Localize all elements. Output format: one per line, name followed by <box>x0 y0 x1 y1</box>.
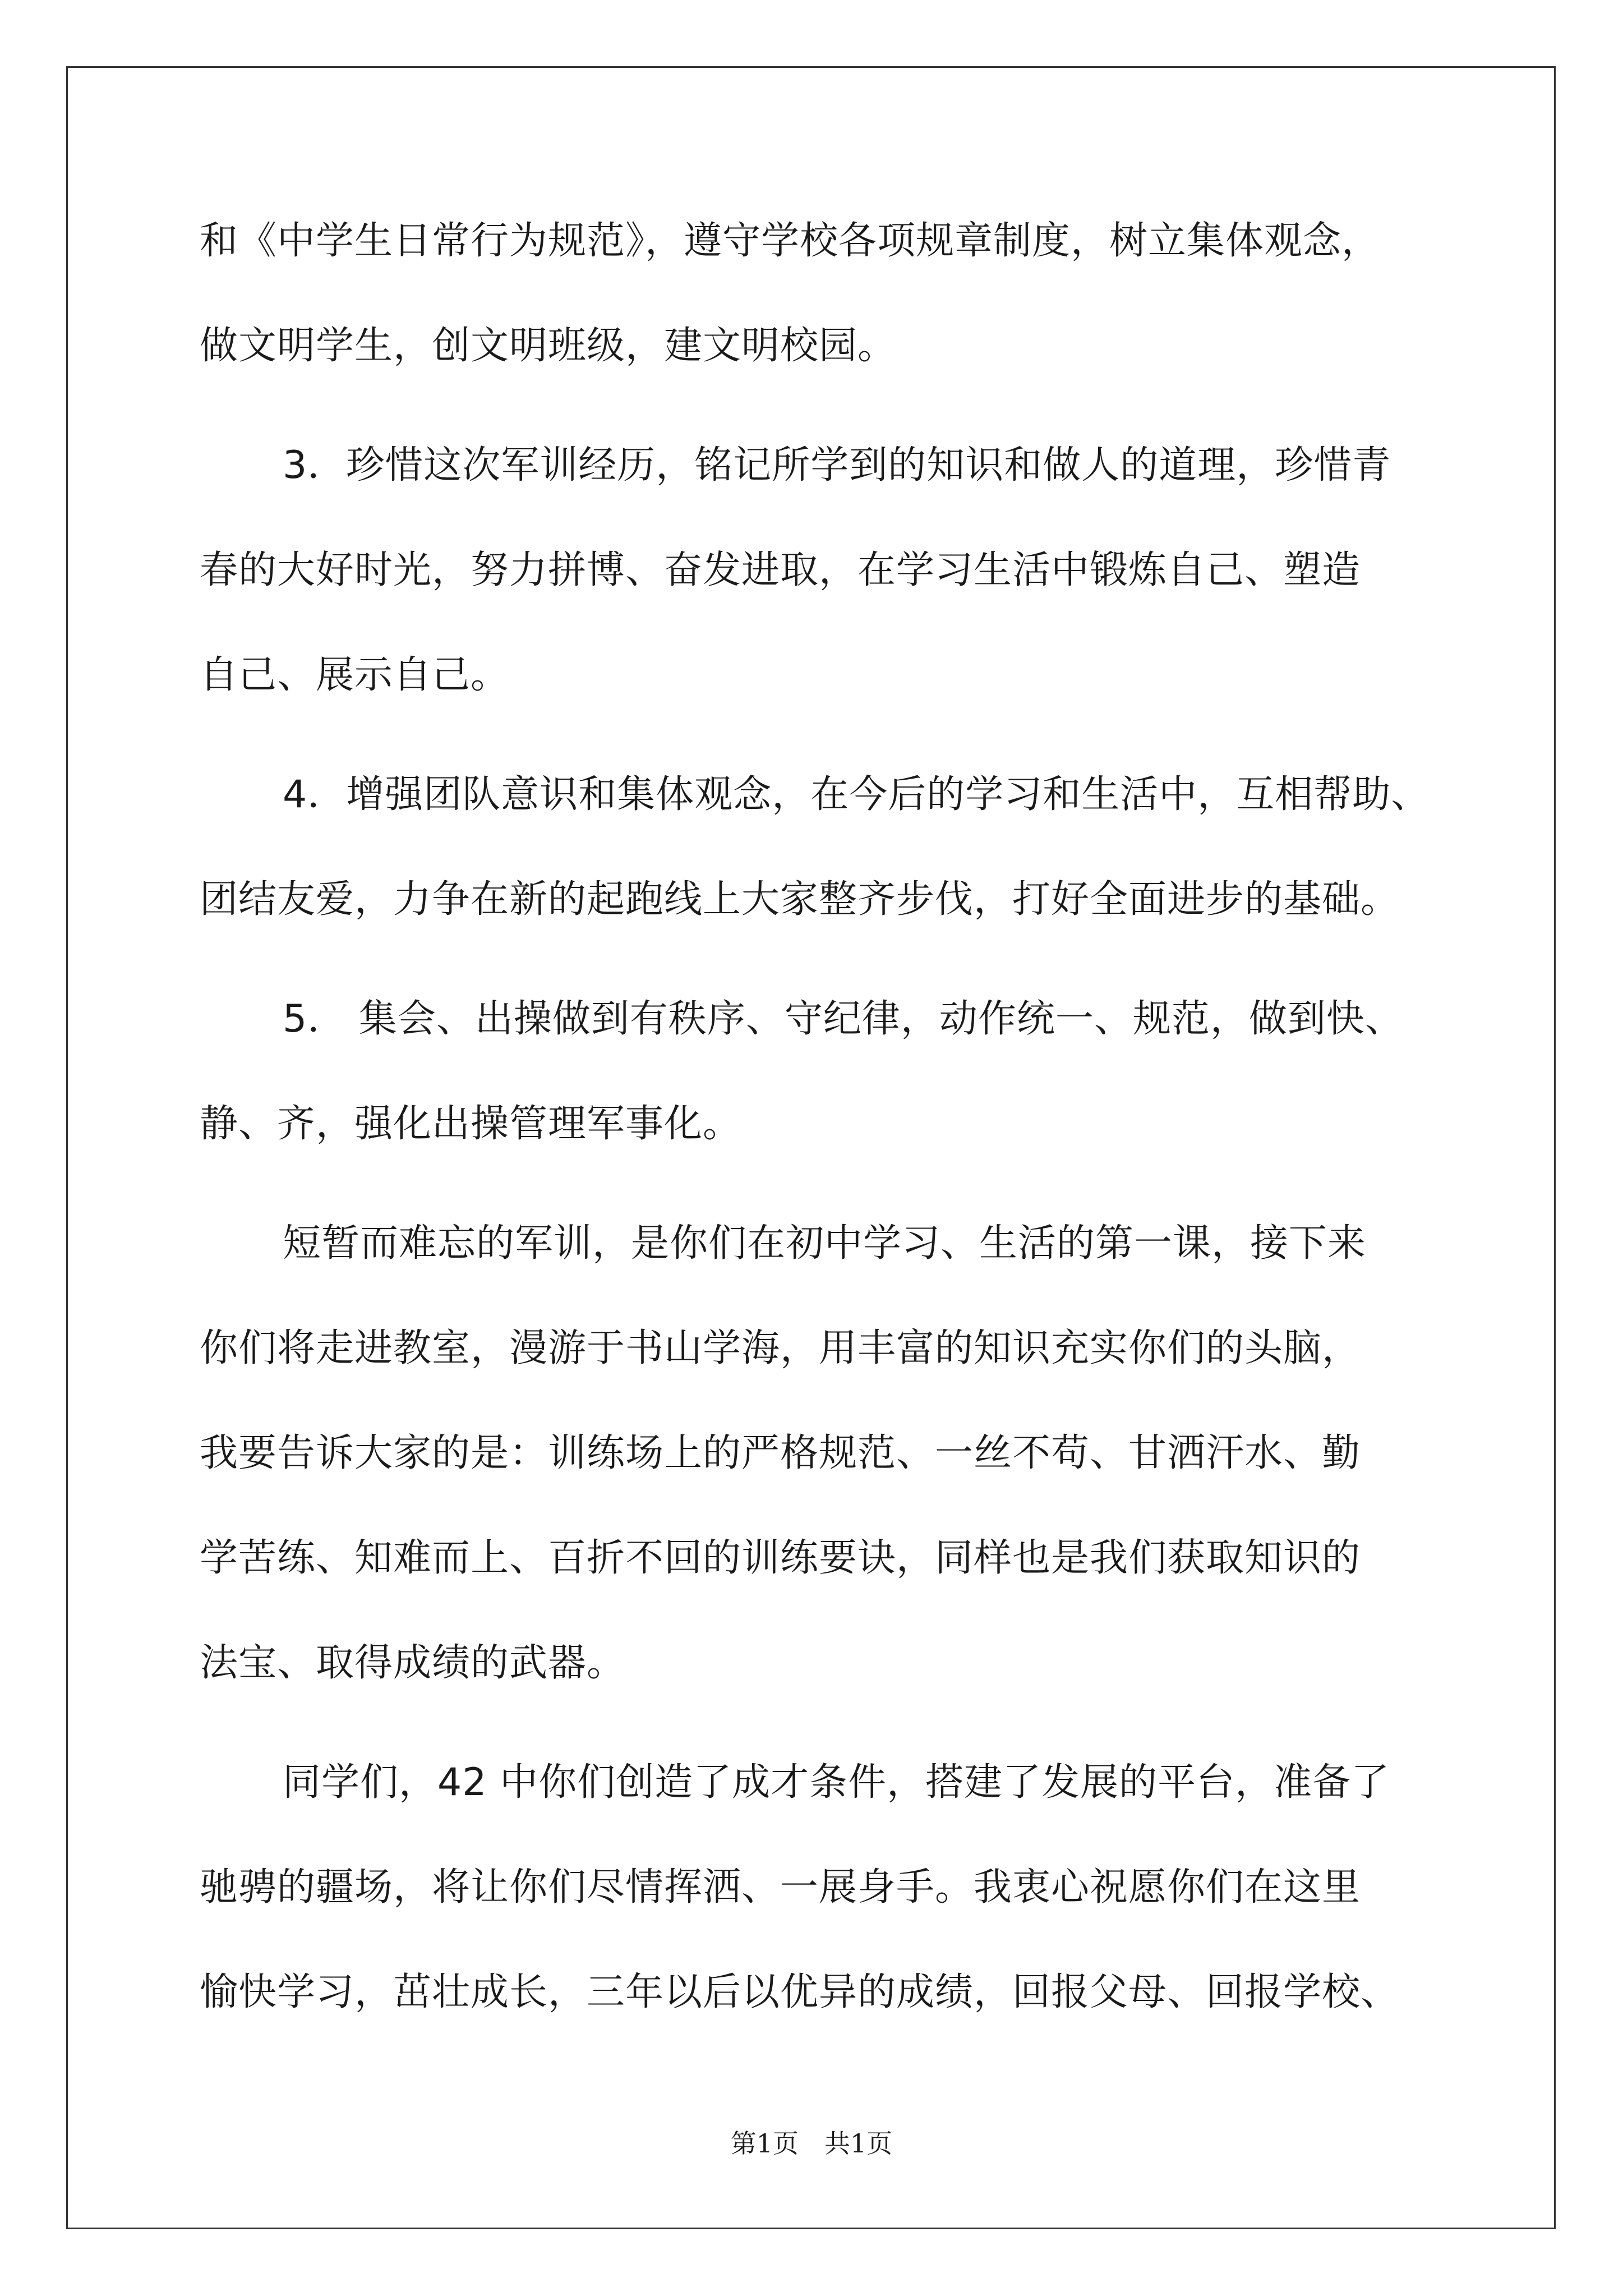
text-line: 春的大好时光，努力拼博、奋发进取，在学习生活中锻炼自己、塑造 <box>200 548 1361 592</box>
text-line: 静、齐，强化出操管理军事化。 <box>200 1102 742 1146</box>
text-line: 我要告诉大家的是：训练场上的严格规范、一丝不苟、甘洒汗水、勤 <box>200 1431 1361 1475</box>
text-line: 团结友爱，力争在新的起跑线上大家整齐步伐，打好全面进步的基础。 <box>200 877 1400 922</box>
page-footer <box>0 2128 1623 2159</box>
text-line: 做文明学生，创文明班级，建文明校园。 <box>200 324 897 368</box>
text-line: 自己、展示自己。 <box>200 653 510 697</box>
text-line: 你们将走进教室，漫游于书山学海，用丰富的知识充实你们的头脑， <box>200 1326 1361 1370</box>
document-body <box>200 219 1433 2075</box>
text-line: 同学们，42 中你们创造了成才条件，搭建了发展的平台，准备了 <box>283 1760 1390 1805</box>
text-line: 3．珍惜这次军训经历，铭记所学到的知识和做人的道理，珍惜青 <box>283 443 1391 487</box>
page-number: 第1页 <box>730 2128 799 2159</box>
text-line: 和《中学生日常行为规范》，遵守学校各项规章制度，树立集体观念， <box>200 219 1381 263</box>
text-line: 法宝、取得成绩的武器。 <box>200 1641 626 1685</box>
text-line: 驰骋的疆场，将让你们尽情挥洒、一展身手。我衷心祝愿你们在这里 <box>200 1865 1361 1910</box>
text-line: 短暂而难忘的军训，是你们在初中学习、生活的第一课，接下来 <box>283 1221 1367 1266</box>
text-line: 5． 集会、出操做到有秩序、守纪律，动作统一、规范，做到快、 <box>283 997 1404 1041</box>
page-total: 共1页 <box>824 2128 893 2159</box>
text-line: 学苦练、知难而上、百折不回的训练要诀，同样也是我们获取知识的 <box>200 1536 1361 1580</box>
text-line: 4．增强团队意识和集体观念，在今后的学习和生活中，互相帮助、 <box>283 772 1430 817</box>
text-line: 愉快学习，茁壮成长，三年以后以优异的成绩，回报父母、回报学校、 <box>200 1970 1400 2014</box>
